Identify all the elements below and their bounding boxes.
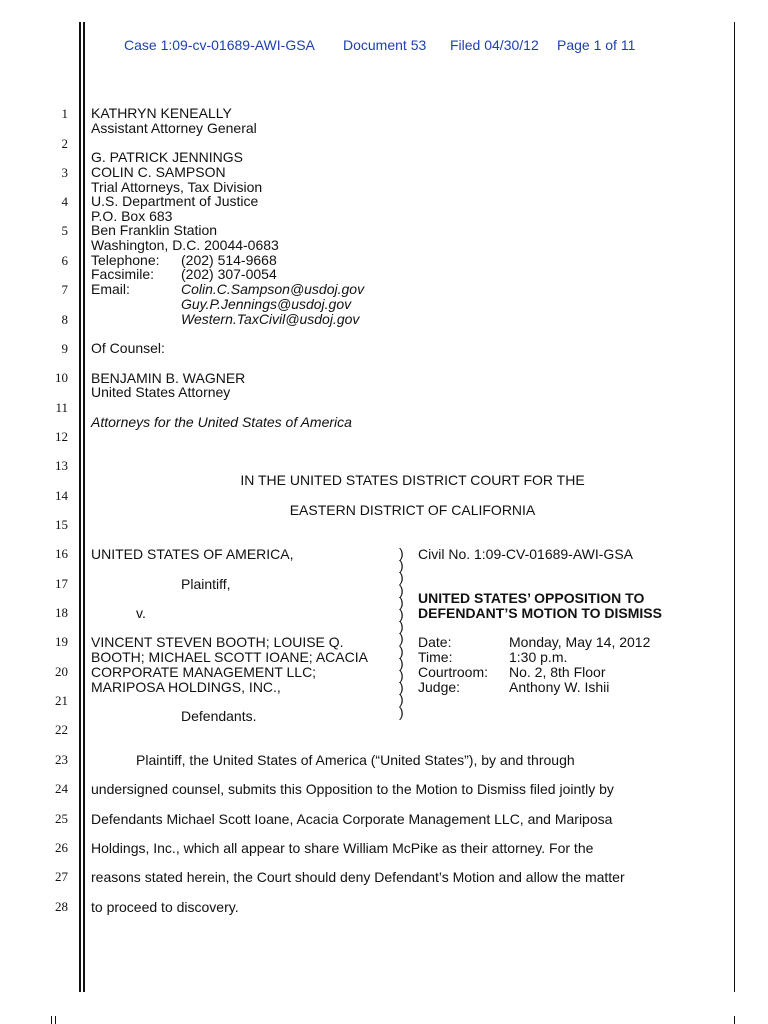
header-case-number: Case 1:09-cv-01689-AWI-GSA xyxy=(124,37,315,53)
line-number: 5 xyxy=(61,223,68,238)
courtroom-label: Courtroom: xyxy=(418,664,489,680)
civil-case-number: Civil No. 1:09-CV-01689-AWI-GSA xyxy=(418,546,633,562)
line-number: 18 xyxy=(55,605,68,620)
plaintiff-label: Plaintiff, xyxy=(181,576,231,592)
hearing-time-label: Time: xyxy=(418,649,453,665)
counsel-name: COLIN C. SAMPSON xyxy=(91,164,226,180)
line-number: 9 xyxy=(61,341,68,356)
left-margin-rule-inner xyxy=(83,22,85,992)
email-address: Colin.C.Sampson@usdoj.gov xyxy=(181,281,365,297)
counsel-name: KATHRYN KENEALLY xyxy=(91,105,232,121)
line-number: 12 xyxy=(55,429,68,444)
line-number: 2 xyxy=(61,136,68,151)
court-title-line: EASTERN DISTRICT OF CALIFORNIA xyxy=(289,502,536,518)
counsel-station: Ben Franklin Station xyxy=(91,222,218,238)
counsel-city: Washington, D.C. 20044-0683 xyxy=(91,237,279,253)
header-document-number: Document 53 xyxy=(343,37,427,53)
line-number: 10 xyxy=(55,370,68,385)
right-margin-rule xyxy=(734,22,735,992)
of-counsel-label: Of Counsel: xyxy=(91,340,165,356)
defendant-names: CORPORATE MANAGEMENT LLC; xyxy=(91,664,317,680)
hearing-date-label: Date: xyxy=(418,634,452,650)
defendants-label: Defendants. xyxy=(181,708,257,724)
line-number: 21 xyxy=(55,693,68,708)
email-address: Western.TaxCivil@usdoj.gov xyxy=(181,311,360,327)
email-address: Guy.P.Jennings@usdoj.gov xyxy=(181,296,352,312)
line-number: 1 xyxy=(61,106,68,121)
telephone-value: (202) 514-9668 xyxy=(181,252,277,268)
line-number: 27 xyxy=(55,869,68,884)
hearing-time: 1:30 p.m. xyxy=(509,649,568,665)
body-line: to proceed to discovery. xyxy=(91,899,239,915)
facsimile-value: (202) 307-0054 xyxy=(181,266,277,282)
judge-name: Anthony W. Ishii xyxy=(509,679,610,695)
counsel-pobox: P.O. Box 683 xyxy=(91,208,173,224)
counsel-name: G. PATRICK JENNINGS xyxy=(91,149,243,165)
line-number: 25 xyxy=(55,811,68,826)
header-filed-date: Filed 04/30/12 xyxy=(450,37,539,53)
defendant-names: MARIPOSA HOLDINGS, INC., xyxy=(91,679,281,695)
line-number: 19 xyxy=(55,634,68,649)
line-number: 6 xyxy=(61,253,68,268)
counsel-department: U.S. Department of Justice xyxy=(91,193,259,209)
attorneys-for: Attorneys for the United States of America xyxy=(91,414,352,430)
line-number: 7 xyxy=(61,282,68,297)
line-number: 24 xyxy=(55,781,68,796)
body-line: undersigned counsel, submits this Opposition to the Motion to Dismiss filed jointly by xyxy=(91,781,614,797)
line-number: 3 xyxy=(61,165,68,180)
next-page-rule-left-b xyxy=(55,1016,56,1024)
email-label: Email: xyxy=(91,281,130,297)
courtroom: No. 2, 8th Floor xyxy=(509,664,606,680)
left-margin-rule-outer xyxy=(79,22,81,992)
line-number: 16 xyxy=(55,546,68,561)
judge-label: Judge: xyxy=(418,679,461,695)
line-number: 11 xyxy=(55,400,68,415)
counsel-title: United States Attorney xyxy=(91,384,231,400)
body-line: Plaintiff, the United States of America (“United States”), by and through xyxy=(136,752,575,768)
hearing-date: Monday, May 14, 2012 xyxy=(509,634,651,650)
plaintiff-party-name: UNITED STATES OF AMERICA, xyxy=(91,546,294,562)
counsel-title: Assistant Attorney General xyxy=(91,120,257,136)
line-number: 26 xyxy=(55,840,68,855)
line-number: 28 xyxy=(55,899,68,914)
caption-paren-divider: ) ) ) ) ) ) ) ) ) ) ) ) ) ) xyxy=(399,545,404,720)
line-number: 13 xyxy=(55,458,68,473)
defendant-names: VINCENT STEVEN BOOTH; LOUISE Q. xyxy=(91,634,344,650)
court-title-line: IN THE UNITED STATES DISTRICT COURT FOR THE xyxy=(240,472,585,488)
line-number: 15 xyxy=(55,517,68,532)
defendant-names: BOOTH; MICHAEL SCOTT IOANE; ACACIA xyxy=(91,649,368,665)
line-number: 17 xyxy=(55,576,68,591)
body-line: Holdings, Inc., which all appear to share William McPike as their attorney. For the xyxy=(91,840,594,856)
line-number: 14 xyxy=(55,488,68,503)
facsimile-label: Facsimile: xyxy=(91,266,155,282)
header-page-number: Page 1 of 11 xyxy=(557,37,636,53)
line-number: 8 xyxy=(61,312,68,327)
document-title: UNITED STATES’ OPPOSITION TO xyxy=(418,590,645,606)
counsel-name: BENJAMIN B. WAGNER xyxy=(91,370,246,386)
telephone-label: Telephone: xyxy=(91,252,160,268)
line-number: 4 xyxy=(61,194,68,209)
versus: v. xyxy=(136,605,146,621)
line-number: 23 xyxy=(55,752,68,767)
counsel-title: Trial Attorneys, Tax Division xyxy=(91,179,263,195)
line-number: 22 xyxy=(55,722,68,737)
document-title: DEFENDANT’S MOTION TO DISMISS xyxy=(418,605,662,621)
body-line: Defendants Michael Scott Ioane, Acacia Corporate Management LLC, and Mariposa xyxy=(91,811,613,827)
next-page-rule-right xyxy=(734,1016,735,1024)
next-page-rule-left-a xyxy=(51,1016,52,1024)
body-line: reasons stated herein, the Court should deny Defendant’s Motion and allow the matter xyxy=(91,869,625,885)
line-number: 20 xyxy=(55,664,68,679)
